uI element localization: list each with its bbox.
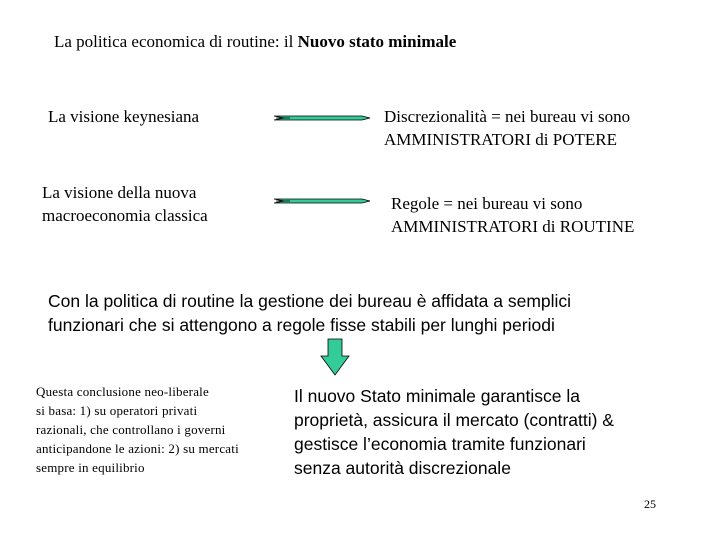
conclusion-line-2: proprietà, assicura il mercato (contratti) & bbox=[294, 410, 614, 430]
note-line-2: si basa: 1) su operatori privati bbox=[36, 403, 198, 418]
discretionality-line-2: AMMINISTRATORI di POTERE bbox=[384, 130, 617, 149]
conclusion-line-3: gestisce l’economia tramite funzionari bbox=[294, 434, 586, 454]
note-line-3: razionali, che controllano i governi bbox=[36, 422, 226, 437]
title-bold: Nuovo stato minimale bbox=[297, 32, 457, 51]
title-prefix: La politica economica di routine: il bbox=[54, 32, 298, 51]
new-classical-line-1: La visione della nuova bbox=[42, 183, 197, 202]
note-line-5: sempre in equilibrio bbox=[36, 460, 145, 475]
new-classical-line-2: macroeconomia classica bbox=[42, 206, 208, 225]
statement-line-2: funzionari che si attengono a regole fisse stabili per lunghi periodi bbox=[48, 315, 555, 335]
page-number: 25 bbox=[644, 497, 656, 511]
neoliberal-note bbox=[36, 382, 239, 477]
rules-line-2: AMMINISTRATORI di ROUTINE bbox=[391, 217, 635, 236]
conclusion-line-4: senza autorità discrezionale bbox=[294, 458, 511, 478]
discretionality-line-1: Discrezionalità = nei bureau vi sono bbox=[384, 107, 631, 126]
right-arrow-icon bbox=[272, 107, 372, 129]
right-arrow-icon bbox=[272, 190, 372, 212]
down-arrow-icon bbox=[320, 338, 350, 376]
new-classical-vision-label bbox=[42, 181, 208, 227]
slide-title bbox=[54, 32, 456, 52]
note-line-1: Questa conclusione neo-liberale bbox=[36, 384, 209, 399]
minimal-state-conclusion bbox=[294, 384, 614, 480]
routine-policy-statement bbox=[48, 289, 571, 337]
rules-text bbox=[391, 192, 634, 238]
statement-line-1: Con la politica di routine la gestione dei bureau è affidata a semplici bbox=[48, 291, 572, 311]
discretionality-text bbox=[384, 105, 630, 151]
keynesian-vision-label: La visione keynesiana bbox=[48, 107, 200, 126]
conclusion-line-1: Il nuovo Stato minimale garantisce la bbox=[294, 386, 580, 406]
rules-line-1: Regole = nei bureau vi sono bbox=[391, 194, 583, 213]
note-line-4: anticipandone le azioni: 2) su mercati bbox=[36, 441, 239, 456]
